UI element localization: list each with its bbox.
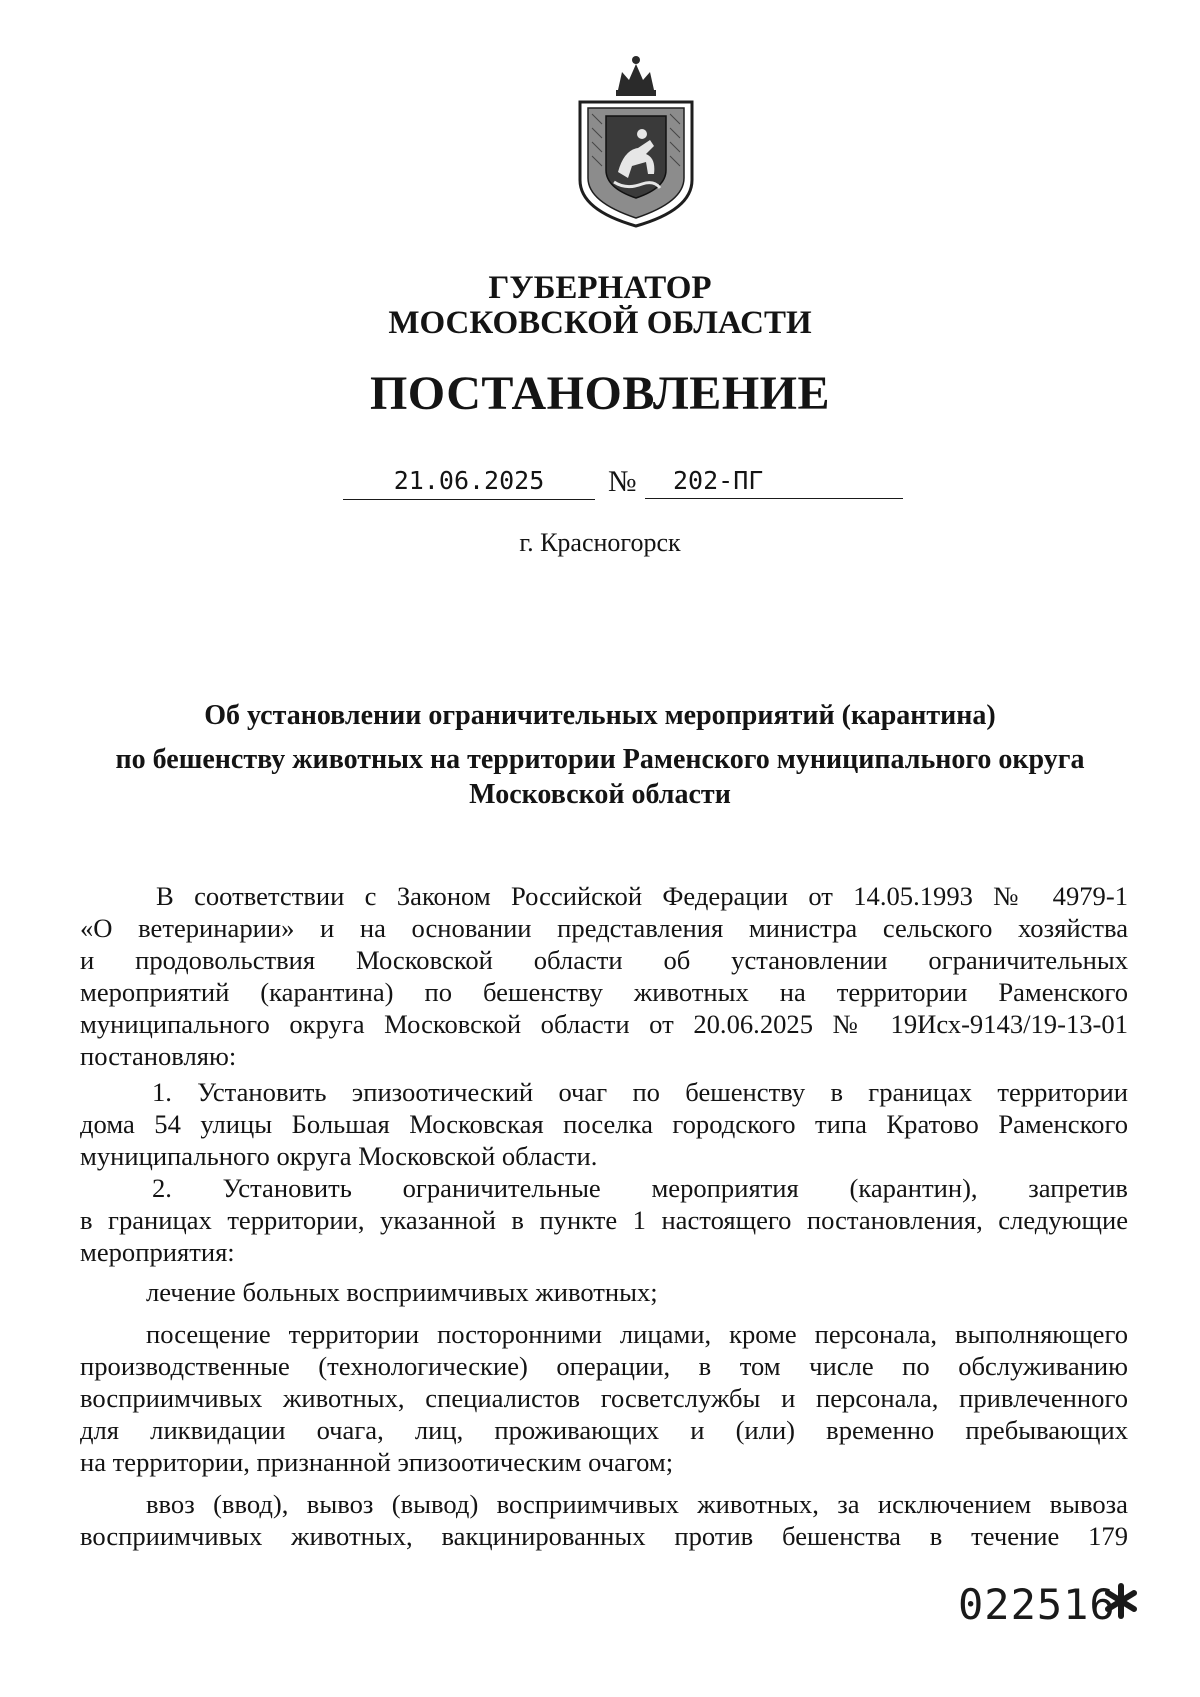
- text-line: муниципального округа Московской области от 20.06.2025 № 19Исх-9143/19-13-01: [80, 1009, 1128, 1039]
- restriction-3: [80, 1488, 1128, 1552]
- text-line: 1. Установить эпизоотический очаг по бешенству в границах территории: [152, 1077, 1128, 1107]
- document-date: 21.06.2025: [343, 465, 595, 500]
- document-title-line-2: по бешенству животных на территории Раменского муниципального округа: [115, 744, 1085, 775]
- text-line: в границах территории, указанной в пункте 1 настоящего постановления, следующие: [80, 1205, 1128, 1235]
- number-sign: №: [608, 465, 637, 498]
- item-1: [80, 1076, 1128, 1172]
- preamble-paragraph: [80, 880, 1128, 1072]
- text-line: 2. Установить ограничительные мероприятия (карантин), запретив: [152, 1173, 1128, 1203]
- document-number: 202-ПГ: [645, 465, 903, 499]
- text-line: и продовольствия Московской области об установлении ограничительных: [80, 945, 1128, 975]
- document-type: ПОСТАНОВЛЕНИЕ: [369, 367, 831, 420]
- text-line: лечение больных восприимчивых животных;: [146, 1277, 658, 1307]
- text-line: «О ветеринарии» и на основании представления министра сельского хозяйства: [80, 913, 1128, 943]
- text-line: посещение территории посторонними лицами, кроме персонала, выполняющего: [146, 1319, 1128, 1349]
- text-line: на территории, признанной эпизоотическим очагом;: [80, 1447, 674, 1477]
- text-line: для ликвидации очага, лиц, проживающих и (или) временно пребывающих: [80, 1415, 1128, 1445]
- asterisk-icon: [1102, 1582, 1140, 1620]
- document-title-line-3: Московской области: [469, 779, 731, 810]
- form-serial-number: 022516: [958, 1580, 1116, 1629]
- restriction-2: [80, 1318, 1128, 1478]
- city: г. Красногорск: [519, 528, 681, 557]
- item-2: [80, 1172, 1128, 1268]
- text-line: постановляю:: [80, 1041, 237, 1071]
- text-line: ввоз (ввод), вывоз (вывод) восприимчивых животных, за исключением вывоза: [146, 1489, 1128, 1519]
- issuer-line-2: МОСКОВСКОЙ ОБЛАСТИ: [388, 305, 812, 341]
- document-title-line-1: Об установлении ограничительных мероприятий (карантина): [204, 700, 996, 731]
- text-line: производственные (технологические) операции, в том числе по обслуживанию: [80, 1351, 1128, 1381]
- issuer-line-1: ГУБЕРНАТОР: [488, 270, 712, 306]
- text-line: дома 54 улицы Большая Московская поселка городского типа Кратово Раменского: [80, 1109, 1128, 1139]
- restriction-1: [80, 1276, 1128, 1308]
- text-line: муниципального округа Московской области.: [80, 1141, 598, 1171]
- text-line: восприимчивых животных, специалистов госветслужбы и персонала, привлеченного: [80, 1383, 1128, 1413]
- text-line: мероприятий (карантина) по бешенству животных на территории Раменского: [80, 977, 1128, 1007]
- coat-of-arms-icon: [566, 50, 706, 228]
- date-number-line: [0, 465, 1200, 505]
- text-line: В соответствии с Законом Российской Федерации от 14.05.1993 № 4979-1: [156, 881, 1128, 911]
- text-line: восприимчивых животных, вакцинированных против бешенства в течение 179: [80, 1521, 1128, 1551]
- text-line: мероприятия:: [80, 1237, 235, 1267]
